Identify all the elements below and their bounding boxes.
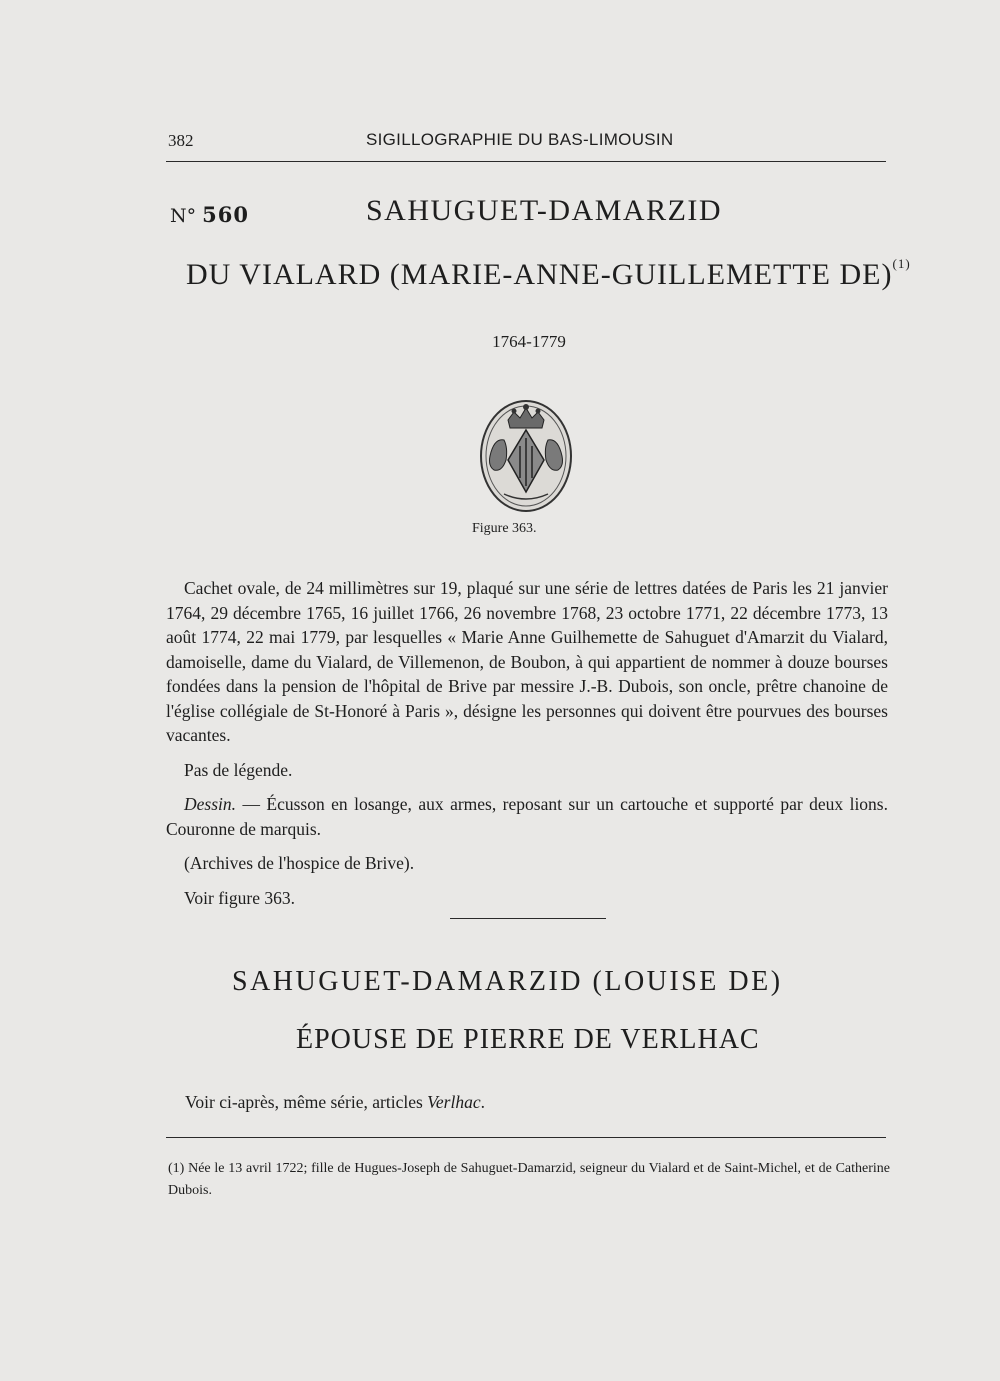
running-title: SIGILLOGRAPHIE DU BAS-LIMOUSIN [366,130,674,149]
entry-number-value: 560 [202,202,250,227]
entry2-see-end: . [480,1092,485,1112]
drawing-label: Dessin. [184,794,237,814]
entry2-see-text: Voir ci-après, même série, articles [185,1092,428,1112]
description-paragraph: Cachet ovale, de 24 millimètres sur 19, plaqué sur une série de lettres datées de Paris les 21 janvier 1764, 29 décembre 1765, 16 juillet 1766, 26 novembre 1768, 23 octobre 1771, 22 décembre 1773, 13 août 1774, 22 mai 1779, par lesquelles « Marie Anne Guilhemette de Sahuguet d'Amarzit du Vialard, damoiselle, dame du Vialard, de Villemenon, de Boubon, à qui appartient de nommer à douze bourses fondées dans la pension de l'hôpital de Brive par messire J.-B. Dubois, son oncle, prêtre chanoine de l'église collégiale de St-Honoré à Paris », désigne les personnes qui doivent être pourvues des bourses vacantes. [166,578,888,745]
see-figure-note: Voir figure 363. [184,887,295,908]
entry2-see-italic: Verlhac [427,1092,481,1112]
page-number: 382 [168,131,194,150]
source-note: (Archives de l'hospice de Brive). [184,853,415,873]
entry-title-line2 [186,256,911,292]
entry2-title-line1: SAHUGUET-DAMARZID (LOUISE DE) [232,966,783,997]
figure-caption: Figure 363. [472,521,537,536]
footnote-rule [166,1137,886,1138]
entry-number [170,202,249,227]
seal-figure-image [478,398,574,514]
entry-body [166,576,888,910]
entry-number-prefix: N° [170,205,197,227]
entry-title-line2-text: DU VIALARD (MARIE-ANNE-GUILLEMETTE DE) [186,258,893,291]
entry-title-line1: SAHUGUET-DAMARZID [366,194,723,227]
entry-dates: 1764-1779 [492,332,566,351]
drawing-paragraph [166,792,888,841]
drawing-text: — Écusson en losange, aux armes, reposant sur un cartouche et supporté par deux lions. Couronne de marquis. [166,794,888,839]
header-rule [166,161,886,162]
entry2-see-note [185,1092,485,1113]
section-divider [450,918,606,919]
legend-note: Pas de légende. [184,759,293,780]
footnote: (1) Née le 13 avril 1722; fille de Hugues-Joseph de Sahuguet-Damarzid, seigneur du Vialard et de Saint-Michel, et de Catherine Dubois. [168,1161,890,1198]
entry2-title-line2: ÉPOUSE DE PIERRE DE VERLHAC [296,1024,760,1055]
footnote-ref: (1) [892,256,911,271]
